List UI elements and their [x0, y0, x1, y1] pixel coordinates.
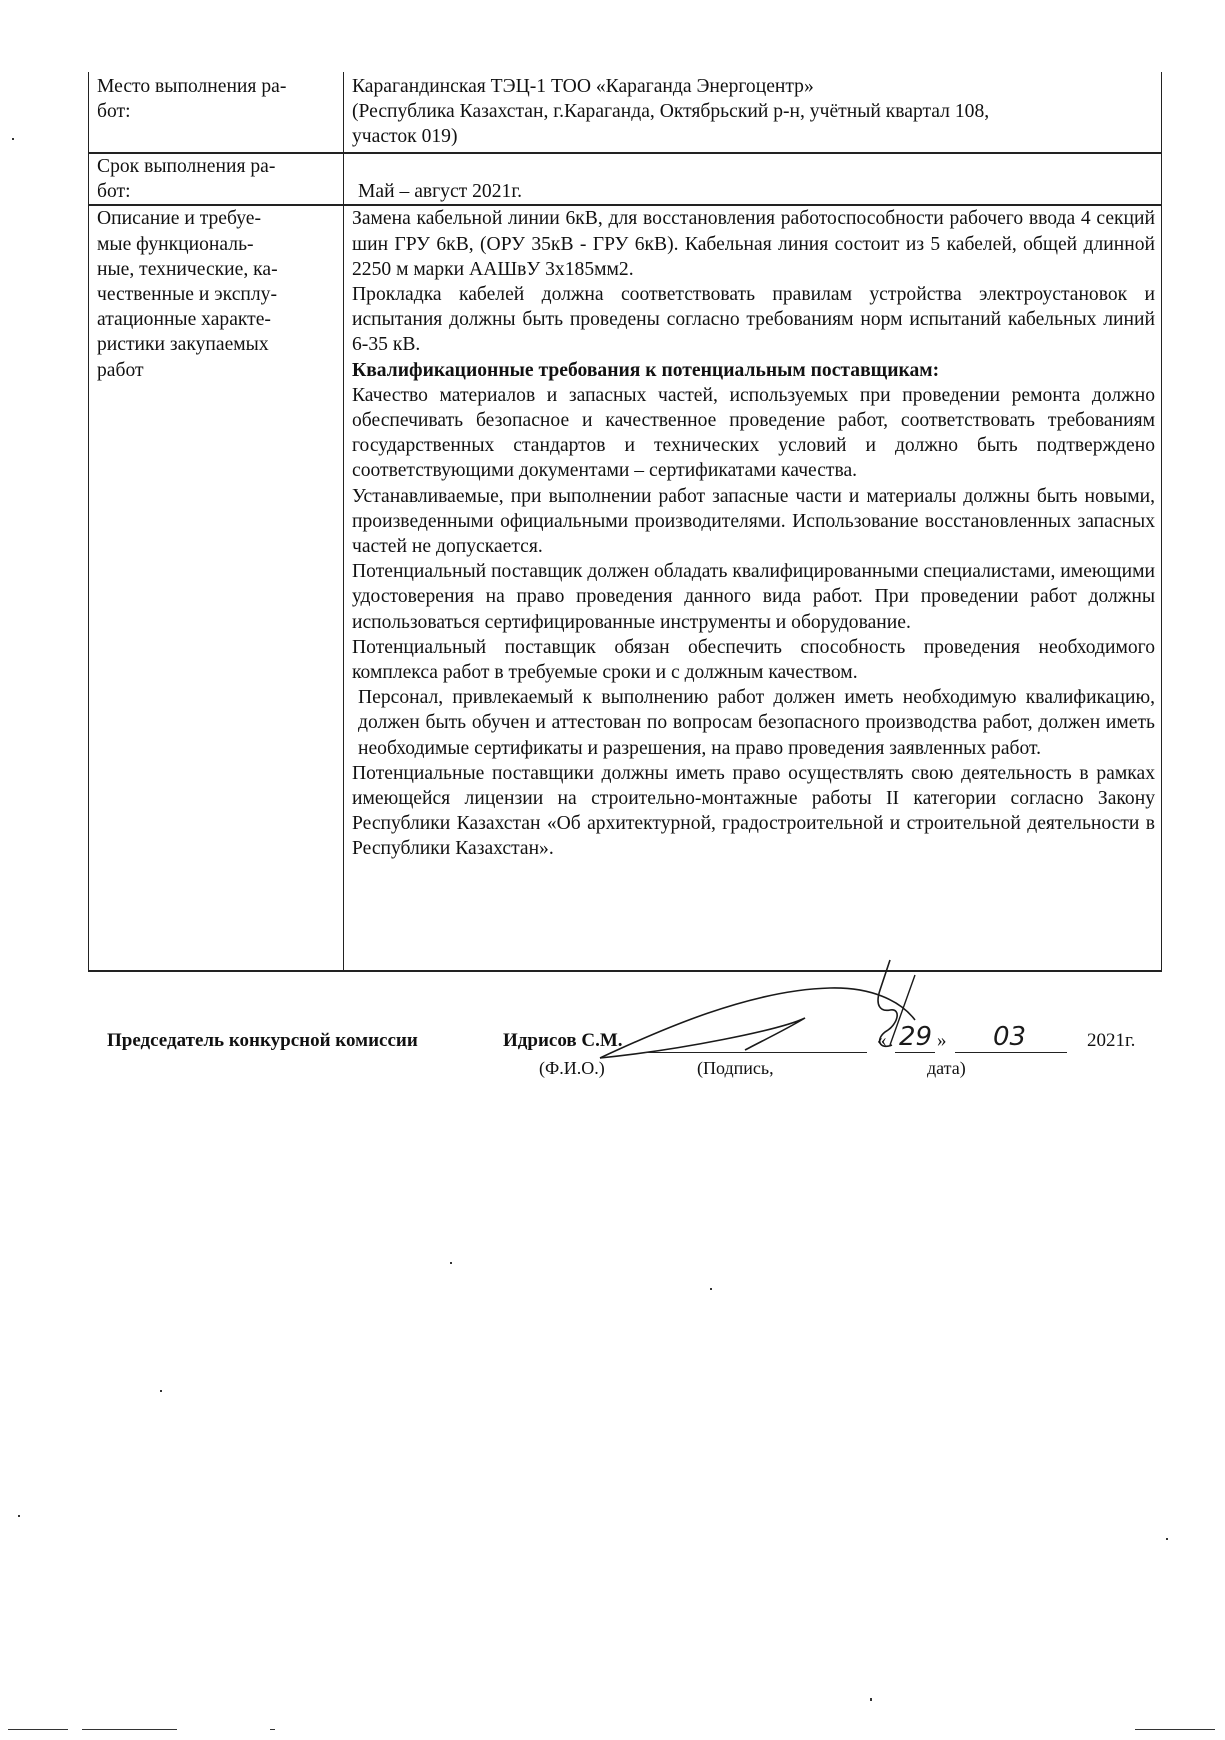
value-cell-description: [344, 205, 1162, 971]
paragraph-materials-quality: Качество материалов и запасных частей, используемых при проведении ремонта должно обеспечивать безопасное и качественное проведение работ, соответствовать требованиям государственных стандартов и технических условий и должно быть подтверждено соответствующими документами – сертификатами качества.: [352, 384, 1155, 482]
paragraph-personnel: Персонал, привлекаемый к выполнению работ должен иметь необходимую квалификацию, должен быть обучен и аттестован по вопросам безопасного производства работ, должен иметь необходимые сертификаты и разрешения, на право проведения заявленных работ.: [358, 687, 1155, 759]
label-line: ные, технические, ка-: [97, 258, 278, 280]
label-line: Описание и требуе-: [97, 208, 261, 230]
scan-speck: [710, 1288, 712, 1290]
address-line: (Республика Казахстан, г.Караганда, Октябрьский р-н, учётный квартал 108,: [352, 101, 990, 123]
label-cell-description: [89, 205, 344, 971]
table-row-description: [89, 205, 1162, 971]
value-cell-deadline: [344, 153, 1162, 205]
date-month: 03: [993, 1022, 1027, 1052]
date-year: 2021г.: [1087, 1030, 1136, 1051]
label-line: бот:: [97, 181, 131, 203]
caption-date: дата): [927, 1058, 966, 1078]
paragraph-qualified-staff: Потенциальный поставщик должен обладать квалифицированными специалистами, имеющими удостоверения на право проведения данного вида работ. При проведении работ должны использоваться сертифицированные инструменты и оборудование.: [352, 561, 1155, 633]
signature-block: [107, 1022, 1167, 1082]
label-line: работ: [97, 359, 144, 381]
date-quote-open: «: [877, 1030, 887, 1051]
label-line: ристики закупаемых: [97, 334, 269, 356]
scan-speck: [82, 1729, 177, 1730]
date-day: 29: [899, 1022, 933, 1052]
table-row-deadline: [89, 153, 1162, 205]
label-line: Место выполнения ра-: [97, 76, 287, 97]
signer-title: Председатель конкурсной комиссии: [107, 1030, 418, 1051]
signature-line: [107, 1022, 1167, 1058]
qualification-heading: Квалификационные требования к потенциальным поставщикам:: [352, 359, 940, 381]
scan-speck: [270, 1729, 275, 1730]
signature-captions: [107, 1058, 1167, 1082]
label-cell-location: [89, 72, 344, 153]
paragraph-deadline-quality: Потенциальный поставщик обязан обеспечить способность проведения необходимого комплекса работ в требуемые сроки и с должным качеством.: [352, 636, 1155, 684]
scan-speck: [450, 1262, 452, 1264]
label-line: бот:: [97, 101, 131, 123]
date-quote-close: »: [937, 1030, 947, 1051]
deadline-value: Май – август 2021г.: [358, 181, 523, 202]
requirements-table: [88, 72, 1162, 972]
label-cell-deadline: [89, 153, 344, 205]
paragraph-license: Потенциальные поставщики должны иметь право осуществлять свою деятельность в рамках имеющейся лицензии на строительно-монтажные работы II категории согласно Закону Республики Казахстан «Об архитектурной, градостроительной и строительной деятельности в Республики Казахстан».: [352, 762, 1155, 860]
paragraph-cable-replacement: Замена кабельной линии 6кВ, для восстановления работоспособности рабочего ввода 4 секций шин ГРУ 6кВ, (ОРУ 35кВ - ГРУ 6кВ). Кабельная линия состоит из 5 кабелей, общей длинной 2250 м марки ААШвУ 3х185мм2.: [352, 208, 1155, 280]
paragraph-cable-laying: Прокладка кабелей должна соответствовать правилам устройства электроустановок и испытания должны быть проведены согласно требованиям норм испытаний кабельных линий 6-35 кВ.: [352, 284, 1155, 356]
scan-speck: [160, 1390, 162, 1392]
signer-name: Идрисов С.М.: [503, 1030, 623, 1051]
label-line: атационные характе-: [97, 309, 271, 331]
label-line: чественные и эксплу-: [97, 284, 277, 306]
caption-signature: (Подпись,: [697, 1058, 774, 1078]
address-line: участок 019): [352, 126, 458, 148]
scan-speck: [870, 1698, 872, 1701]
label-line: Срок выполнения ра-: [97, 156, 276, 177]
table-row-location: [89, 72, 1162, 153]
plant-name: Карагандинская ТЭЦ-1 ТОО «Караганда Энергоцентр»: [352, 76, 814, 97]
caption-fio: (Ф.И.О.): [539, 1058, 605, 1078]
scan-speck: [8, 1729, 68, 1730]
scan-speck: [1166, 1538, 1168, 1540]
value-cell-location: [344, 72, 1162, 153]
signature-underline: [645, 1030, 867, 1053]
scan-speck: [1135, 1729, 1215, 1730]
paragraph-new-parts: Устанавливаемые, при выполнении работ запасные части и материалы должны быть новыми, произведенными официальными производителями. Использование восстановленных запасных частей не допускается.: [352, 485, 1155, 558]
scan-speck: [12, 138, 14, 140]
scan-speck: [18, 1515, 20, 1517]
label-line: мые функциональ-: [97, 233, 254, 255]
